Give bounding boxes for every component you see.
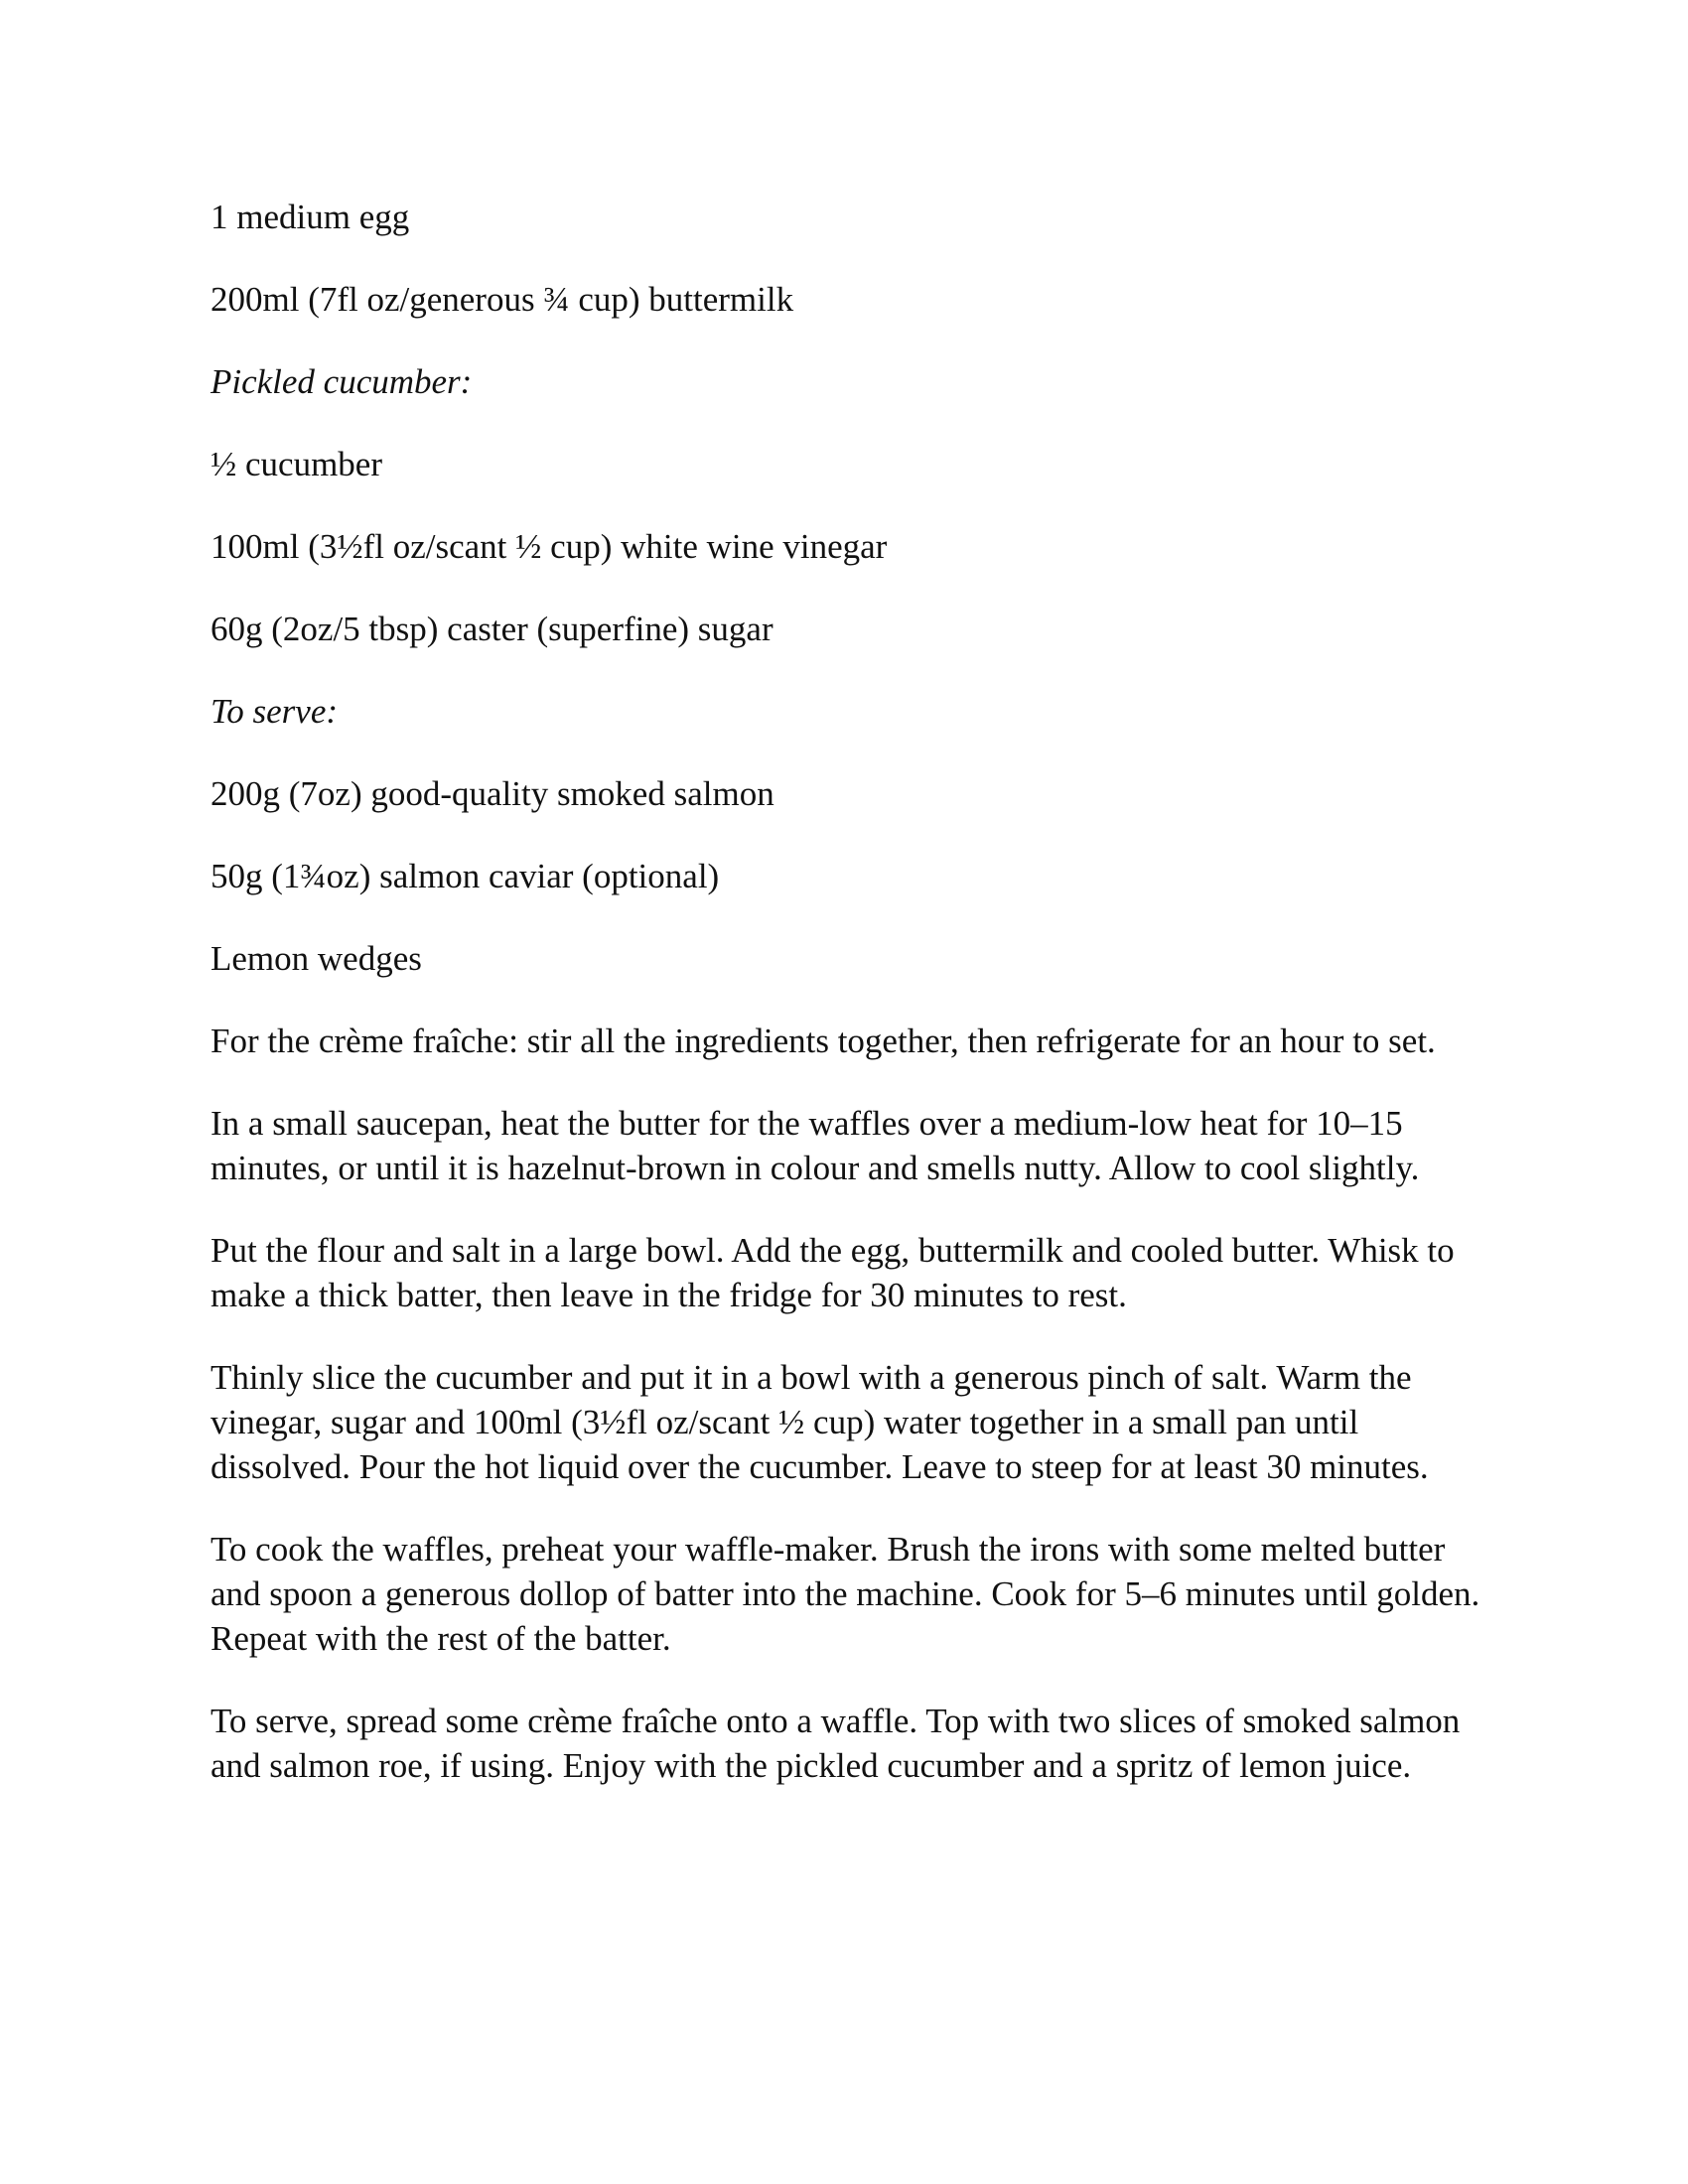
ingredient-section-heading: To serve: xyxy=(211,692,339,731)
ingredient-line: 200g (7oz) good-quality smoked salmon xyxy=(211,774,774,813)
ingredients-list xyxy=(211,195,1501,981)
ingredient-line: 200ml (7fl oz/generous ¾ cup) buttermilk xyxy=(211,280,794,319)
method-steps xyxy=(211,1019,1501,1788)
ingredient-line: 50g (1¾oz) salmon caviar (optional) xyxy=(211,857,720,895)
method-step: Thinly slice the cucumber and put it in a bowl with a generous pinch of salt. Warm the vinegar, sugar and 100ml (3½fl oz/scant ½ cup) water together in a small pan until dissolved. Pour the hot liquid over the cucumber. Leave to steep for at least 30 minutes. xyxy=(211,1358,1429,1486)
ingredient-line: ½ cucumber xyxy=(211,445,382,483)
method-step: Put the flour and salt in a large bowl. Add the egg, buttermilk and cooled butter. Whisk to make a thick batter, then leave in the fridge for 30 minutes to rest. xyxy=(211,1231,1455,1314)
recipe-page xyxy=(211,195,1501,1826)
ingredient-line: 1 medium egg xyxy=(211,198,410,236)
method-step: To cook the waffles, preheat your waffle-maker. Brush the irons with some melted butter and spoon a generous dollop of batter into the machine. Cook for 5–6 minutes until golden. Repeat with the rest of the batter. xyxy=(211,1530,1480,1658)
method-step: For the crème fraîche: stir all the ingredients together, then refrigerate for an hour to set. xyxy=(211,1022,1436,1060)
ingredient-line: 60g (2oz/5 tbsp) caster (superfine) sugar xyxy=(211,610,774,648)
method-step: To serve, spread some crème fraîche onto a waffle. Top with two slices of smoked salmon and salmon roe, if using. Enjoy with the pickled cucumber and a spritz of lemon juice. xyxy=(211,1702,1461,1785)
ingredient-line: Lemon wedges xyxy=(211,939,422,978)
ingredient-section-heading: Pickled cucumber: xyxy=(211,362,473,401)
ingredient-line: 100ml (3½fl oz/scant ½ cup) white wine vinegar xyxy=(211,527,888,566)
method-step: In a small saucepan, heat the butter for the waffles over a medium-low heat for 10–15 minutes, or until it is hazelnut-brown in colour and smells nutty. Allow to cool slightly. xyxy=(211,1104,1420,1187)
